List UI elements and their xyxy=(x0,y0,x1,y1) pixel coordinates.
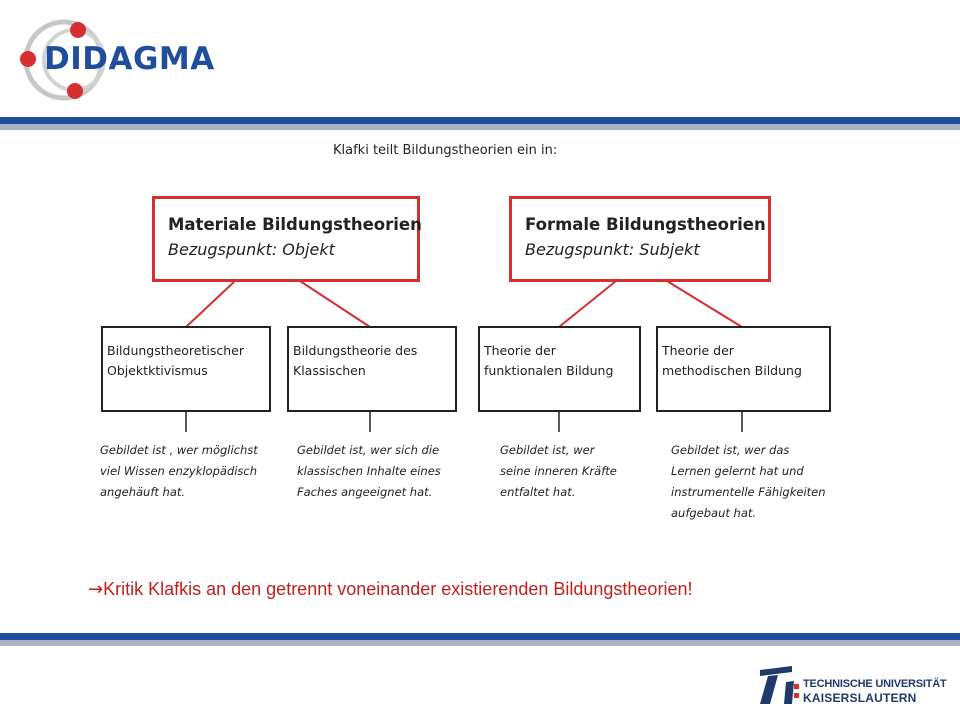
category-box-formal xyxy=(509,196,771,282)
desc-line: Gebildet ist, wer sich die xyxy=(297,443,440,457)
desc-line: instrumentelle Fähigkeiten xyxy=(671,485,826,499)
desc-line: Gebildet ist, wer das xyxy=(671,443,790,457)
subtype-line1: Theorie der xyxy=(484,343,556,358)
desc-line: viel Wissen enzyklopädisch xyxy=(100,464,258,478)
desc-line: Lernen gelernt hat und xyxy=(671,464,804,478)
subtype-box-methodisch xyxy=(656,326,831,412)
arrow-right-icon: → xyxy=(88,579,104,600)
desc-line: Gebildet ist, wer xyxy=(500,443,595,457)
subtype-description xyxy=(297,440,441,503)
subtype-box-klassisches xyxy=(287,326,457,412)
connector-formal-right xyxy=(667,281,742,327)
category-title: Materiale Bildungstheorien xyxy=(168,215,422,234)
subtype-box-funktional xyxy=(478,326,641,412)
footer-stripe-blue xyxy=(0,633,960,640)
footer-stripe-grey xyxy=(0,640,960,646)
subtype-box-objektivismus xyxy=(101,326,271,412)
category-subtitle: Bezugspunkt: Subjekt xyxy=(525,240,700,259)
connector-material-right xyxy=(300,281,370,327)
subtype-line2: Klassischen xyxy=(293,363,366,378)
tu-logo-icon xyxy=(756,660,800,708)
category-title: Formale Bildungstheorien xyxy=(525,215,766,234)
subtype-description xyxy=(100,440,258,503)
diagram-title: Klafki teilt Bildungstheorien ein in: xyxy=(333,143,558,158)
subtype-line1: Bildungstheoretischer xyxy=(107,343,244,358)
subtype-description xyxy=(671,440,826,524)
subtype-line2: funktionalen Bildung xyxy=(484,363,614,378)
desc-line: Faches angeeignet hat. xyxy=(297,485,433,499)
desc-line: klassischen Inhalte eines xyxy=(297,464,441,478)
university-name-line2: KAISERSLAUTERN xyxy=(803,691,917,705)
subtype-line1: Bildungstheorie des xyxy=(293,343,418,358)
category-subtitle: Bezugspunkt: Objekt xyxy=(168,240,335,259)
desc-line: angehäuft hat. xyxy=(100,485,186,499)
logo-text: DIDAGMA xyxy=(44,41,215,77)
category-box-material xyxy=(152,196,420,282)
critique-text xyxy=(88,579,692,600)
subtype-description xyxy=(500,440,617,503)
subtype-line2: Objektktivismus xyxy=(107,363,208,378)
desc-line: entfaltet hat. xyxy=(500,485,576,499)
critique-label: Kritik Klafkis an den getrennt voneinander existierenden Bildungstheorien! xyxy=(103,579,693,599)
connector-formal-left xyxy=(559,281,616,327)
subtype-line2: methodischen Bildung xyxy=(662,363,802,378)
desc-line: aufgebaut hat. xyxy=(671,506,757,520)
subtype-line1: Theorie der xyxy=(662,343,734,358)
university-name-line1: TECHNISCHE UNIVERSITÄT xyxy=(803,678,947,690)
desc-line: Gebildet ist , wer möglichst xyxy=(100,443,258,457)
connector-material-left xyxy=(186,281,235,327)
desc-line: seine inneren Kräfte xyxy=(500,464,617,478)
